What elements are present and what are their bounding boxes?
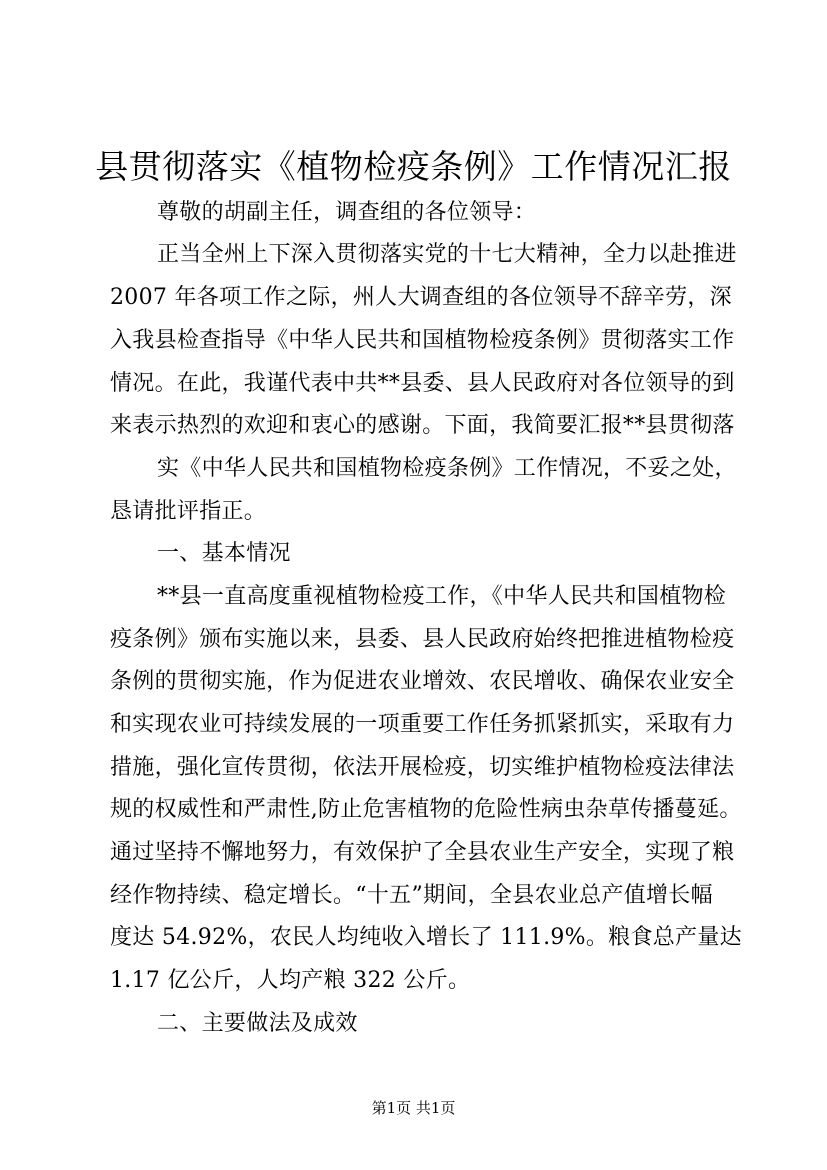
paragraph-line: 正当全州上下深入贯彻落实党的十七大精神，全力以赴推进 xyxy=(157,242,737,267)
section-heading: 一、基本情况 xyxy=(157,541,291,566)
paragraph-line: 来表示热烈的欢迎和衷心的感谢。下面，我简要汇报**县贯彻落 xyxy=(110,413,735,438)
paragraph-line: 和实现农业可持续发展的一项重要工作任务抓紧抓实，采取有力 xyxy=(110,712,735,737)
document-title: 县贯彻落实《植物检疫条例》工作情况汇报 xyxy=(95,147,732,186)
paragraph-line: 恳请批评指正。 xyxy=(110,499,267,524)
paragraph-line: 度达 54.92%，农民人均纯收入增长了 111.9%。粮食总产量达 xyxy=(110,925,742,950)
paragraph-line: 措施，强化宣传贯彻，依法开展检疫，切实维护植物检疫法律法 xyxy=(110,755,735,780)
paragraph-line: 1.17 亿公斤，人均产粮 322 公斤。 xyxy=(110,968,471,993)
paragraph-line: 规的权威性和严肃性,防止危害植物的危险性病虫杂草传播蔓延。 xyxy=(110,797,742,822)
paragraph-line: 疫条例》颁布实施以来，县委、县人民政府始终把推进植物检疫 xyxy=(110,627,735,652)
salutation-line: 尊敬的胡副主任，调查组的各位领导： xyxy=(157,200,537,225)
page-footer: 第1页 共1页 xyxy=(371,1099,456,1117)
paragraph-line: 经作物持续、稳定增长。“十五”期间，全县农业总产值增长幅 xyxy=(110,883,713,908)
paragraph-line: 通过坚持不懈地努力，有效保护了全县农业生产安全，实现了粮 xyxy=(110,840,735,865)
paragraph-line: 入我县检查指导《中华人民共和国植物检疫条例》贯彻落实工作 xyxy=(110,328,735,353)
paragraph-line: 2007 年各项工作之际，州人大调查组的各位领导不辞辛劳，深 xyxy=(110,285,732,310)
paragraph-line: **县一直高度重视植物检疫工作，《中华人民共和国植物检 xyxy=(157,584,727,609)
paragraph-line: 情况。在此，我谨代表中共**县委、县人民政府对各位领导的到 xyxy=(110,371,735,396)
paragraph-line: 实《中华人民共和国植物检疫条例》工作情况，不妥之处， xyxy=(157,456,737,481)
section-heading: 二、主要做法及成效 xyxy=(157,1011,358,1036)
paragraph-line: 条例的贯彻实施，作为促进农业增效、农民增收、确保农业安全 xyxy=(110,669,735,694)
